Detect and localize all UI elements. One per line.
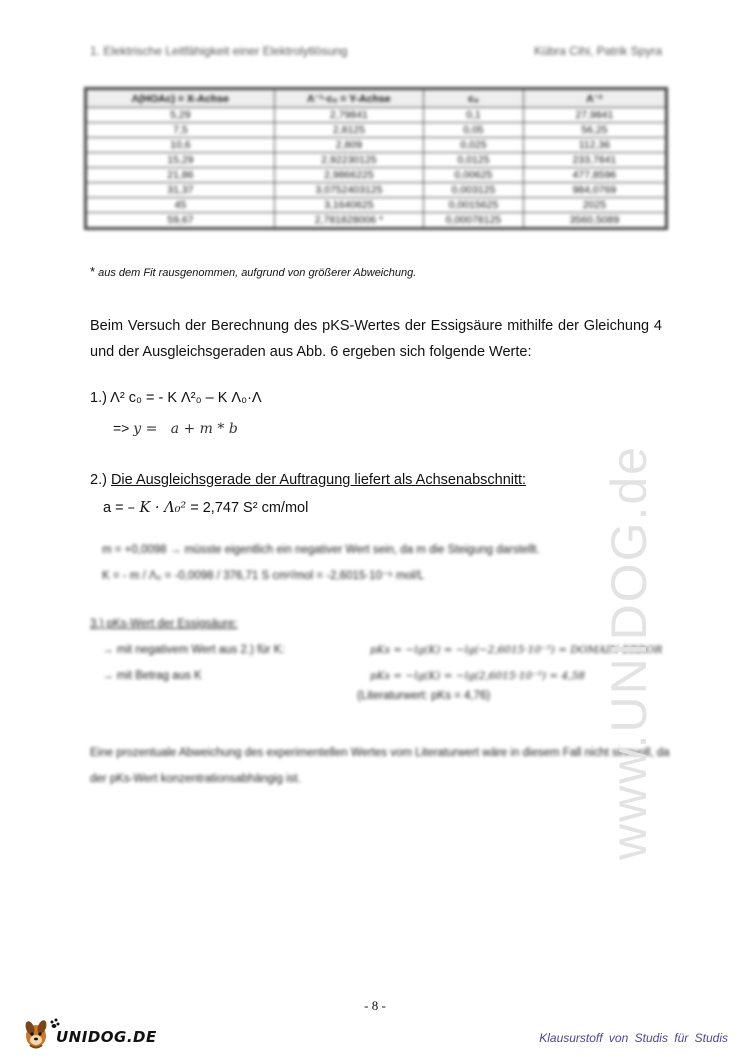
table-row: [86, 153, 667, 168]
table-cell: 2,8125: [274, 123, 423, 138]
table-cell: 10,6: [86, 138, 275, 153]
footnote-text: aus dem Fit rausgenommen, aufgrund von größerer Abweichung.: [98, 267, 417, 279]
table-cell: 2,79841: [274, 108, 423, 123]
slope-line: m = +0,0098 → müsste eigentlich ein negativer Wert sein, da m die Steigung darstellt.: [102, 544, 540, 556]
table-cell: 2,781828006 *: [274, 213, 423, 229]
table-cell: 7,5: [86, 123, 275, 138]
table-row: [86, 108, 667, 123]
table-cell: 477,8596: [523, 168, 666, 183]
literature-value: (Literaturwert: pKs = 4,76): [357, 690, 491, 702]
intercept-result: = 2,747 S² cm/mol: [190, 500, 309, 516]
table-cell: 0,0125: [424, 153, 524, 168]
item-2: [90, 472, 526, 488]
footnote-star: *: [90, 264, 96, 279]
table-header-cell: Λ(HOAc) = X-Achse: [86, 89, 275, 108]
table-cell: 56,25: [523, 123, 666, 138]
table-row: [86, 138, 667, 153]
table-footnote: [90, 264, 416, 279]
table-cell: 0,003125: [424, 183, 524, 198]
intercept-formula: – K · Λ₀²: [127, 500, 187, 516]
table-cell: 45: [86, 198, 275, 213]
table-row: [86, 198, 667, 213]
watermark: www.UNIDOG.de: [601, 445, 657, 860]
table-cell: 2,92230125: [274, 153, 423, 168]
table-cell: 15,29: [86, 153, 275, 168]
data-table: [84, 87, 668, 230]
table-row: [86, 123, 667, 138]
page-number: - 8 -: [364, 998, 386, 1013]
table-header-cell: Λ⁻²: [523, 89, 666, 108]
table-cell: 2025: [523, 198, 666, 213]
table-cell: 0,0015625: [424, 198, 524, 213]
header-title: 1. Elektrische Leitfähigkeit einer Elektrolytlösung: [90, 44, 348, 58]
implies-arrow: =>: [113, 420, 130, 436]
table-row: [86, 168, 667, 183]
table-cell: 0,025: [424, 138, 524, 153]
logo-text: UNIDOG.DE: [56, 1028, 157, 1046]
pks-row-formula: pKs = −lg(K) = −lg(−2,6015·10⁻⁵) = DOMAIN ERROR: [370, 644, 663, 656]
intercept-value: [103, 500, 308, 516]
k-line: K = - m / Λ₀ = -0,0098 / 376,71 S cm²/mol = -2,6015·10⁻⁵ mol/L: [102, 570, 425, 582]
table-cell: 5,29: [86, 108, 275, 123]
slope-notes: [102, 537, 540, 589]
equation-1-text: Λ² c₀ = - K Λ²₀ – K Λ₀·Λ: [110, 390, 262, 406]
table-cell: 984,0769: [523, 183, 666, 198]
table-cell: 0,00625: [424, 168, 524, 183]
pks-row-label: → mit Betrag aus K: [102, 670, 202, 682]
pks-row-label: → mit negativem Wert aus 2.) für K:: [102, 644, 285, 656]
table-row: [86, 183, 667, 198]
table-cell: 3,1640625: [274, 198, 423, 213]
section-3-heading: 3.) pKs-Wert der Essigsäure:: [90, 618, 238, 630]
table-cell: 2,809: [274, 138, 423, 153]
table-cell: 31,37: [86, 183, 275, 198]
table-cell: 112,36: [523, 138, 666, 153]
table-cell: 2,9866225: [274, 168, 423, 183]
table-cell: 3,0752403125: [274, 183, 423, 198]
footer-tagline: Klausurstoff von Studis für Studis: [539, 1031, 728, 1045]
closing-paragraph: Eine prozentuale Abweichung des experimentellen Wertes vom Literaturwert wäre in diesem Fall nicht sinnvoll, da der pKs-Wert konzentrationsabhängig ist.: [90, 747, 670, 785]
equation-1-implication: [113, 420, 238, 437]
table-header-row: [86, 89, 667, 108]
table-cell: 21,86: [86, 168, 275, 183]
equation-1: [90, 390, 262, 406]
table-header-cell: c₀: [424, 89, 524, 108]
data-table-container: [84, 87, 668, 230]
header-authors: Kübra Cihi, Patrik Spyra: [533, 44, 662, 58]
table-cell: 0,1: [424, 108, 524, 123]
table-header-cell: Λ⁻¹·c₀ = Y-Achse: [274, 89, 423, 108]
pks-row-formula: pKs = −lg(K) = −lg(2,6015·10⁻⁵) = 4,58: [370, 670, 585, 682]
item-2-number: 2.): [90, 472, 107, 488]
intercept-label: a =: [103, 500, 124, 516]
intro-paragraph: Beim Versuch der Berechnung des pKS-Wertes der Essigsäure mithilfe der Gleichung 4 und der Ausgleichsgeraden aus Abb. 6 ergeben sich folgende Werte:: [90, 318, 662, 360]
table-cell: 27,9841: [523, 108, 666, 123]
linear-formula: y = a + m * b: [133, 421, 238, 437]
table-cell: 0,05: [424, 123, 524, 138]
table-cell: 59,67: [86, 213, 275, 229]
equation-1-number: 1.): [90, 390, 107, 406]
table-cell: 233,7841: [523, 153, 666, 168]
page-header: [90, 44, 662, 62]
table-cell: 0,00078125: [424, 213, 524, 229]
table-row: [86, 213, 667, 229]
item-2-text: Die Ausgleichsgerade der Auftragung liefert als Achsenabschnitt:: [110, 472, 527, 488]
table-cell: 3560,5089: [523, 213, 666, 229]
